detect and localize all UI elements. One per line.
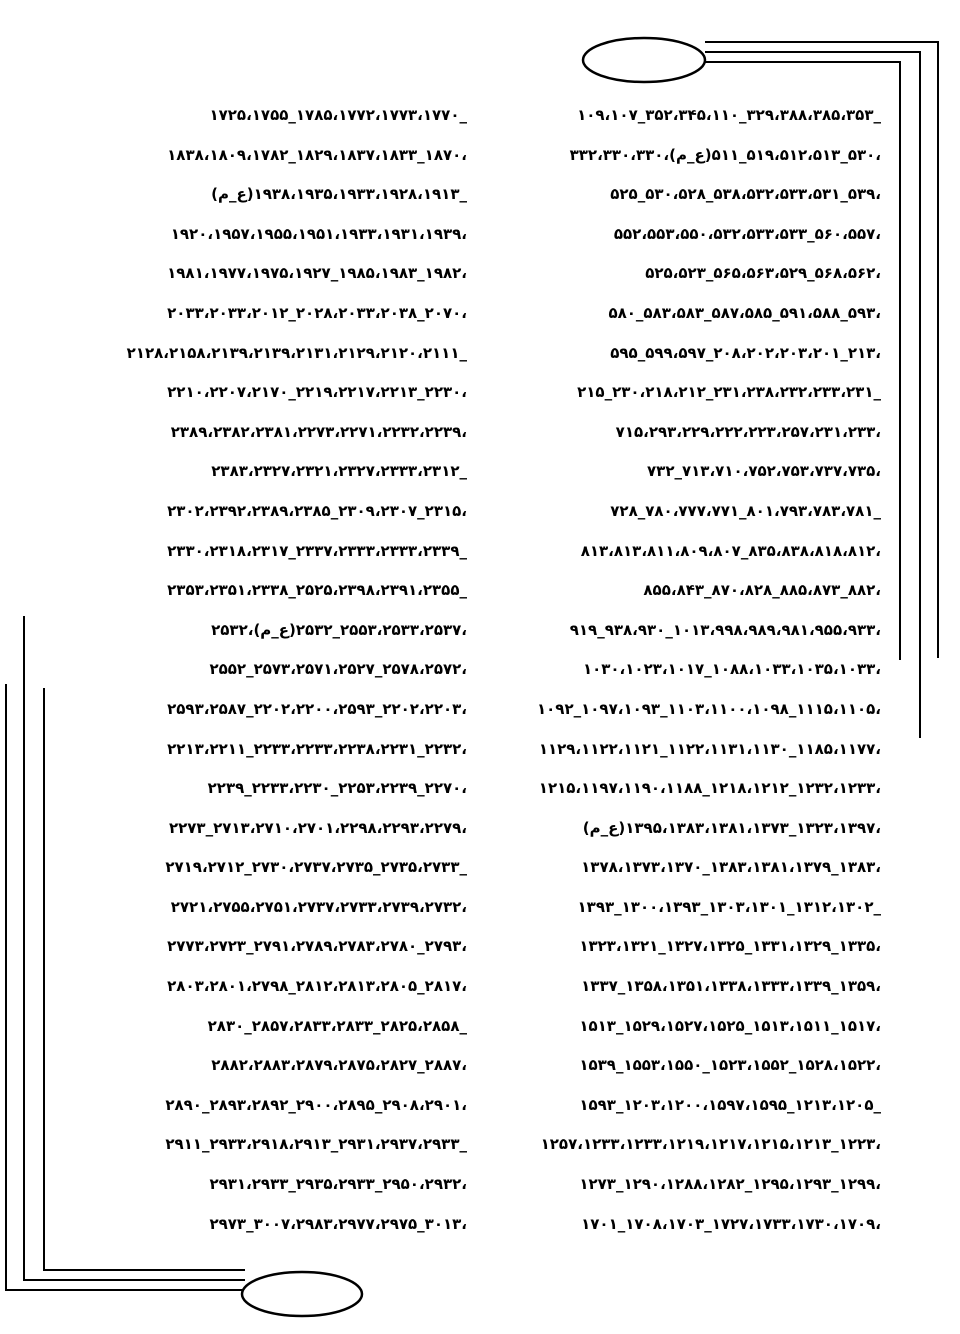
text-line: ،۱۲۲۳_۱۲۵۷،۱۲۳۳،۱۲۳۳،۱۲۱۹،۱۲۱۷،۱۲۱۵،۱۲۱۳: [540, 1135, 881, 1154]
text-line: _۲۳۸۳،۲۳۲۷،۲۳۲۱،۲۳۲۷،۲۳۳۳،۲۳۱۲: [211, 462, 467, 481]
text-line: ،۲۲۳۲_۲۲۳۳،۲۲۳۳،۲۲۳۸،۲۲۳۱_۲۲۱۳،۲۲۱۱: [167, 739, 467, 758]
text-line: _۱۲۱۳،۱۲۰۵_۱۲۰۳،۱۲۰۰،۱۵۹۷،۱۵۹۵_۱۵۹۳: [579, 1095, 881, 1114]
text-line: ،۲۱۳_۲۰۸،۲۰۲،۲۰۳،۲۰۱_۵۹۹،۵۹۷_۵۹۵: [610, 343, 881, 362]
text-line: ،۱۷۲۷،۱۷۳۳،۱۷۳۰،۱۷۰۹_۱۷۰۸،۱۷۰۳_۱۷۰۱: [581, 1214, 881, 1233]
text-line: ،۱۸۷۰_۱۸۲۹،۱۸۳۷،۱۸۳۳_۱۸۳۸،۱۸۰۹،۱۷۸۲: [167, 145, 467, 164]
text-line: ،۸۳۵،۸۳۸،۸۱۸،۸۱۲_۸۱۳،۸۱۳،۸۱۱،۸۰۹،۸۰۷: [580, 541, 881, 560]
text-line: _۱۳۱۲،۱۳۰۲_۱۳۰۳،۱۳۰۱_۱۳۰۰،۱۳۹۳_۱۳۹۳: [577, 897, 881, 916]
text-line: ،۲۸۱۷_۲۸۱۲،۲۸۱۳،۲۸۰۵_۲۸۰۳،۲۸۰۱،۲۷۹۸: [167, 977, 467, 996]
text-line: _۱۷۸۵،۱۷۷۲،۱۷۷۳،۱۷۷۰_۱۷۲۵،۱۷۵۵: [209, 106, 467, 124]
text-line: _۲۱۲۸،۲۱۵۸،۲۱۳۹،۲۱۳۹،۲۱۳۱،۲۱۲۹،۲۱۲۰،۲۱۱۱: [126, 343, 467, 362]
text-line: ،۱۲۹۹_۱۲۹۵،۱۲۹۳_۱۲۹۰،۱۲۸۸،۱۲۸۲_۱۲۷۳: [579, 1175, 881, 1194]
text-line: ،۵۳۰_۵۱۹،۵۱۲،۵۱۳_۵۱۱(ع_م)،۳۳۲،۳۳۰،۳۳۰: [569, 145, 881, 164]
text-line: ،۱۲۳۲،۱۲۳۳_۱۲۱۸،۱۲۱۲_۱۲۱۵،۱۱۹۷،۱۱۹۰،۱۱۸۸: [538, 779, 881, 798]
text-line: ،۵۶۰،۵۵۷_۵۵۲،۵۵۳،۵۵۰،۵۳۲،۵۳۳،۵۳۳: [613, 224, 881, 243]
text-line: ،۲۵۵۳،۲۵۳۳،۲۵۳۷_۲۵۳۲(ع_م)،۲۵۳۲: [211, 620, 467, 639]
text-line: ،۵۹۳_۵۹۱،۵۸۸_۵۸۷،۵۸۵_۵۸۳،۵۸۳_۵۸۰: [608, 303, 881, 322]
text-line: ،۱۹۲۰،۱۹۵۷،۱۹۵۵،۱۹۵۱،۱۹۳۳،۱۹۳۱،۱۹۳۹: [170, 224, 467, 243]
right-text-column: [486, 96, 881, 1244]
text-line: _۲۸۲۵،۲۸۵۸_۲۸۵۷،۲۸۳۳،۲۸۳۳_۲۸۳۰: [207, 1016, 467, 1035]
text-line: ،۱۱۱۵،۱۱۰۵_۱۱۰۳،۱۱۰۰،۱۰۹۸_۱۰۹۷،۱۰۹۳_۱۰۹۲: [537, 699, 881, 718]
text-line: ،۵۶۸،۵۶۲_۵۶۵،۵۶۳،۵۲۹_۵۲۵،۵۲۳: [645, 264, 881, 283]
text-line: ،۲۵۷۸،۲۵۷۲_۲۵۷۳،۲۵۷۱،۲۵۲۷_۲۵۵۲: [209, 660, 467, 679]
text-line: ،۲۲۷۰_۲۲۵۳،۲۲۳۹_۲۲۳۳،۲۲۳۰_۲۲۳۹: [207, 779, 467, 798]
text-line: ،۲۳۱۵_۲۳۰۹،۲۳۰۷_۲۳۰۲،۲۳۹۲،۲۳۸۹،۲۳۸۵: [167, 501, 467, 520]
text-line: ،۱۵۲۸،۱۵۲۲_۱۵۲۳،۱۵۵۲_۱۵۵۳،۱۵۵۰_۱۵۳۹: [579, 1056, 881, 1075]
text-line: ،۲۷۲۱،۲۷۵۵،۲۷۵۱،۲۷۳۷،۲۷۳۳،۲۷۳۹،۲۷۳۲: [170, 897, 467, 916]
text-line: ،۲۷۹۳_۲۷۹۱،۲۷۸۹،۲۷۸۳،۲۷۸۰_۲۷۷۳،۲۷۲۳: [167, 937, 467, 956]
text-line: _۲۳۳۷،۲۳۳۳،۲۳۳۳،۲۳۳۹_۲۳۳۰،۲۳۱۸،۲۳۱۷: [167, 541, 467, 560]
text-line: _۲۷۳۵،۲۷۳۳_۲۷۳۰،۲۷۳۷،۲۷۳۵_۲۷۱۹،۲۷۱۲: [165, 858, 467, 877]
text-line: ،۱۱۸۵،۱۱۷۷_۱۱۲۲،۱۱۳۱،۱۱۳۰_۱۱۲۹،۱۱۲۲،۱۱۲۱: [538, 739, 881, 758]
text-line: ،۱۳۵۹_۱۳۵۸،۱۳۵۱،۱۳۳۸،۱۳۳۳،۱۳۳۹_۱۳۳۷: [581, 977, 881, 996]
left-text-column: [72, 96, 467, 1244]
text-line: _۸۰۱،۷۹۳،۷۸۳،۷۸۱_۷۸۰،۷۷۷،۷۷۱_۷۲۸: [610, 501, 881, 520]
text-line: ،۲۹۰۸،۲۹۰۱_۲۹۰۰،۲۸۹۵_۲۸۹۳،۲۸۹۲_۲۸۹۰: [165, 1095, 467, 1114]
text-line: ،۲۲۰۲،۲۲۰۳_۲۲۰۲،۲۲۰۰،۲۵۹۳_۲۵۹۳،۲۵۸۷: [167, 699, 467, 718]
text-line: ،۲۲۳۰_۲۲۱۹،۲۲۱۷،۲۲۱۳_۲۲۱۰،۲۲۰۷،۲۱۷۰: [167, 383, 467, 402]
text-line: ،۷۱۳،۷۱۰،۷۵۲،۷۵۳،۷۳۷،۷۳۵_۷۳۲: [647, 462, 881, 481]
text-line: _۲۳۱،۲۳۸،۲۳۲،۲۳۳،۲۳۱_۲۳۰،۲۱۸،۲۱۲_۲۱۵: [577, 383, 881, 402]
text-line: ،۱۹۸۲_۱۹۸۵،۱۹۸۳_۱۹۸۱،۱۹۷۷،۱۹۷۵،۱۹۲۷: [167, 264, 467, 283]
text-line: ،۲۳۸۹،۲۳۸۲،۲۳۸۱،۲۲۷۳،۲۲۷۱،۲۲۳۲،۲۲۳۹: [170, 422, 467, 441]
text-line: ،۷۱۵،۲۹۳،۲۲۹،۲۲۲،۲۲۳،۲۵۷،۲۳۱،۲۳۳: [615, 422, 881, 441]
text-line: ،۱۵۱۷_۱۵۱۳،۱۵۱۱_۱۵۲۹،۱۵۲۷،۱۵۲۵_۱۵۱۳: [579, 1016, 881, 1035]
text-line: _۲۵۲۵،۲۳۹۸،۲۳۹۱،۲۳۵۵_۲۳۵۳،۲۳۵۱،۲۳۳۸: [167, 581, 467, 600]
text-line: ،۱۰۱۳،۹۹۸،۹۸۹،۹۸۱،۹۵۵،۹۳۳_۹۳۸،۹۳۰_۹۱۹: [569, 620, 881, 639]
text-line: _۳۲۹،۳۸۸،۳۸۵،۳۵۳_۳۵۲،۳۴۵،۱۱۰_۱۰۹،۱۰۷: [577, 106, 881, 124]
text-line: ،۲۰۷۰_۲۰۲۸،۲۰۳۳،۲۰۳۸_۲۰۳۳،۲۰۳۳،۲۰۱۲: [167, 303, 467, 322]
text-line: ،۲۹۵۰،۲۹۳۲_۲۹۳۵،۲۹۳۳_۲۹۳۱،۲۹۳۳: [209, 1175, 467, 1194]
text-line: ،۸۸۲_۸۸۵،۸۷۳_۸۷۰،۸۲۸_۸۵۵،۸۴۳: [643, 581, 881, 600]
text-line: ،۲۸۸۷_۲۸۸۲،۲۸۸۳،۲۸۷۹،۲۸۷۵،۲۸۲۷: [211, 1056, 467, 1075]
text-line: ،۱۳۳۵_۱۳۳۱،۱۳۲۹_۱۳۲۷،۱۳۲۵_۱۳۲۳،۱۳۲۱: [579, 937, 881, 956]
text-line: ،۱۳۲۳،۱۳۹۷_۱۳۹۵،۱۳۸۳،۱۳۸۱،۱۳۷۳(ع_م): [582, 818, 881, 837]
text-line: _۱۹۳۸،۱۹۳۵،۱۹۳۳،۱۹۲۸،۱۹۱۳(ع_م): [211, 185, 467, 204]
text-line: ،۱۰۸۸،۱۰۳۳،۱۰۳۵،۱۰۳۳_۱۰۳۰،۱۰۲۳،۱۰۱۷: [582, 660, 881, 679]
text-line: ،۵۳۹_۵۳۸،۵۳۲،۵۳۳،۵۳۱_۵۳۰،۵۲۸_۵۲۵: [610, 185, 881, 204]
text-line: ،۱۳۸۳_۱۳۸۳،۱۳۸۱،۱۳۷۹_۱۳۷۸،۱۳۷۳،۱۳۷۰: [581, 858, 881, 877]
text-line: _۲۹۳۱،۲۹۳۷،۲۹۳۳_۲۹۳۳،۲۹۱۸،۲۹۱۳_۲۹۱۱: [165, 1135, 467, 1154]
text-line: ،۳۰۱۳_۳۰۰۷،۲۹۸۳،۲۹۷۷،۲۹۷۵_۲۹۷۳: [209, 1214, 467, 1233]
text-line: ،۲۷۱۳،۲۷۱۰،۲۷۰۱،۲۲۹۸،۲۲۹۳،۲۲۷۹_۲۲۷۳: [168, 818, 467, 837]
